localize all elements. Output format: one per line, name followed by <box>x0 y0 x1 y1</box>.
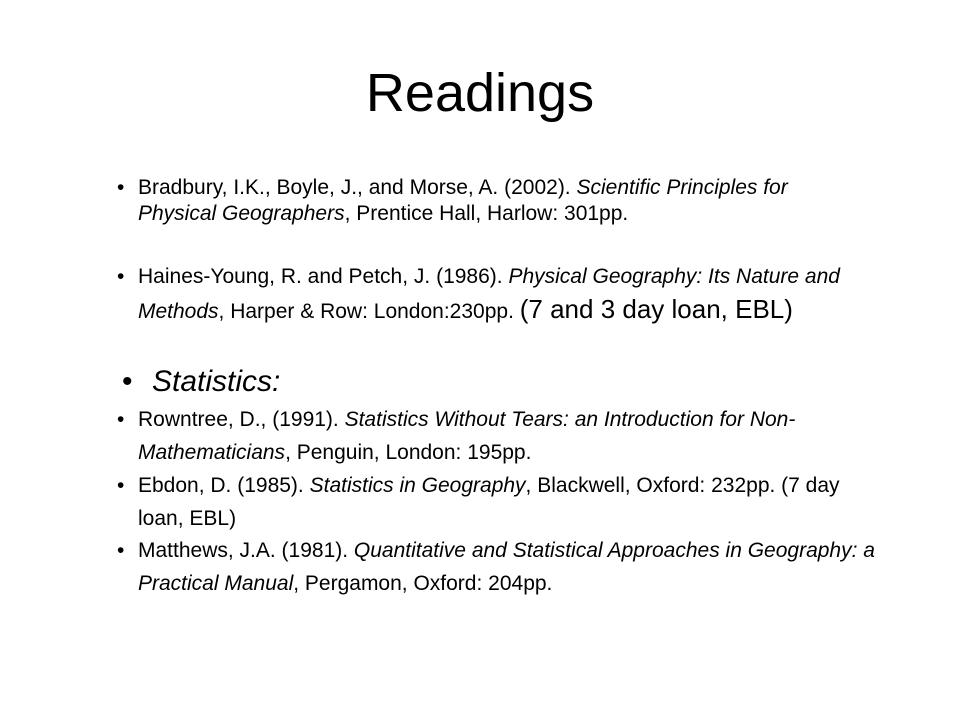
reading-text <box>138 260 878 328</box>
reading-author: Matthews, J.A. (1981). <box>138 539 354 562</box>
bullet-icon: • <box>117 474 125 497</box>
statistics-reading-item <box>117 534 898 600</box>
reading-publisher: , Prentice Hall, Harlow: 301pp. <box>344 202 629 225</box>
statistics-reading-item <box>117 469 878 535</box>
bullet-icon: • <box>117 176 125 199</box>
reading-publisher: , Pergamon, Oxford: 204pp. <box>293 572 553 595</box>
reading-item <box>117 260 878 328</box>
reading-author: Bradbury, I.K., Boyle, J., and Morse, A. (2002). <box>138 176 577 199</box>
reading-title: Statistics in Geography <box>309 474 526 497</box>
reading-title: Statistics Without Tears: an Introduction for Non-Mathematicians <box>138 408 796 464</box>
reading-title: Physical Geography: Its Nature and Methods <box>138 265 840 323</box>
statistics-heading-item <box>122 364 752 400</box>
reading-text <box>138 469 878 535</box>
reading-item <box>117 175 858 227</box>
loan-note: (7 and 3 day loan, EBL) <box>519 294 793 324</box>
bullet-icon: • <box>117 539 125 562</box>
reading-author: Rowntree, D., (1991). <box>138 408 345 431</box>
bullet-icon: • <box>122 365 133 398</box>
reading-text <box>138 403 878 469</box>
reading-author: Haines-Young, R. and Petch, J. (1986). <box>138 265 509 288</box>
reading-title: Quantitative and Statistical Approaches in Geography: a Practical Manual <box>138 539 875 595</box>
reading-publisher: , Harper & Row: London:230pp. <box>218 300 520 323</box>
reading-text <box>138 534 898 600</box>
reading-author: Ebdon, D. (1985). <box>138 474 310 497</box>
bullet-icon: • <box>117 265 125 288</box>
statistics-reading-item <box>117 403 878 469</box>
reading-text <box>138 175 858 227</box>
statistics-heading: Statistics: <box>152 365 281 398</box>
bullet-icon: • <box>117 408 125 431</box>
reading-publisher: , Blackwell, Oxford: 232pp. (7 day loan, EBL) <box>138 474 840 530</box>
reading-title: Scientific Principles for Physical Geographers <box>138 176 788 225</box>
reading-publisher: , Penguin, London: 195pp. <box>285 441 532 464</box>
slide-title: Readings <box>365 63 595 123</box>
